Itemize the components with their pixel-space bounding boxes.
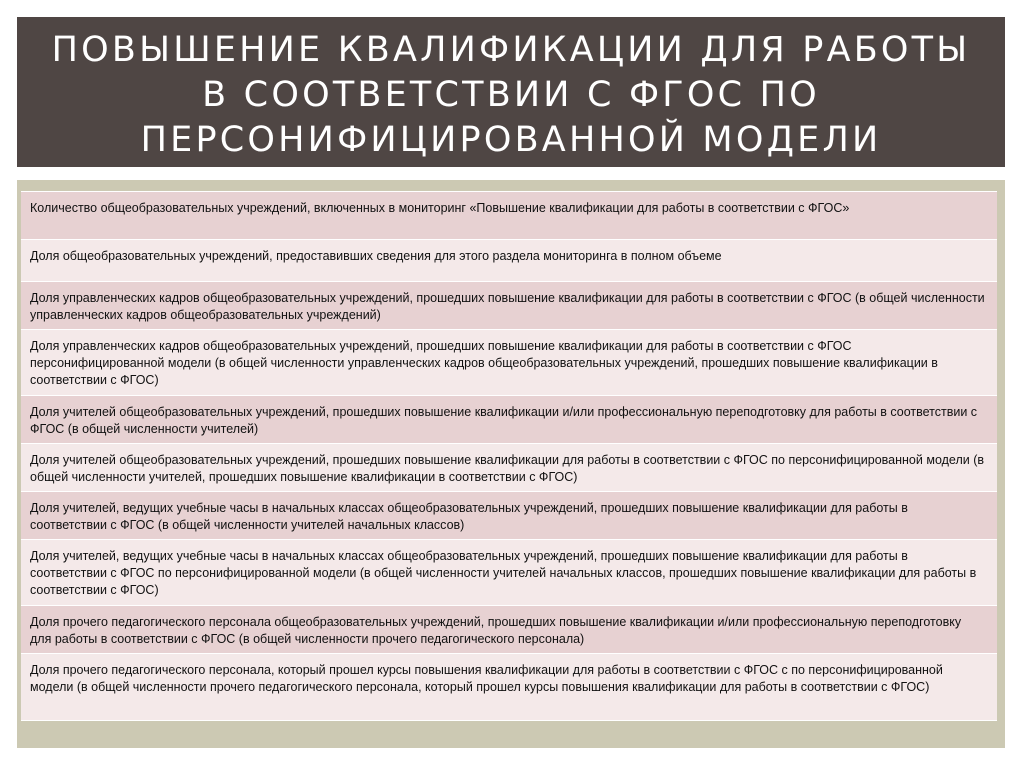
table-row: Доля учителей общеобразовательных учреждений, прошедших повышение квалификации для работы в соответствии с ФГОС по персонифицированной модели (в общей численности учителей, прошедших повышение квалификации в соответствии с ФГОС) bbox=[21, 444, 997, 492]
title-line: ПЕРСОНИФИЦИРОВАННОЙ МОДЕЛИ bbox=[140, 119, 882, 160]
title-line: В СООТВЕТСТВИИ С ФГОС ПО bbox=[202, 74, 820, 115]
table-row: Доля общеобразовательных учреждений, предоставивших сведения для этого раздела мониторинга в полном объеме bbox=[21, 240, 997, 282]
title-line: ПОВЫШЕНИЕ КВАЛИФИКАЦИИ ДЛЯ РАБОТЫ bbox=[51, 29, 971, 70]
table-row: Доля учителей, ведущих учебные часы в начальных классах общеобразовательных учреждений, прошедших повышение квалификации для работы в соответствии с ФГОС (в общей численности учителей начальных классов) bbox=[21, 492, 997, 540]
table-row: Доля прочего педагогического персонала общеобразовательных учреждений, прошедших повышение квалификации и/или профессиональную переподготовку для работы в соответствии с ФГОС (в общей численности прочего педагогического персонала) bbox=[21, 606, 997, 654]
indicators-table bbox=[21, 191, 997, 721]
table-row: Доля прочего педагогического персонала, который прошел курсы повышения квалификации для работы в соответствии с ФГОС с по персонифицированной модели (в общей численности прочего педагогического персонала, который прошел курсы повышения квалификации для работы в соответствии с ФГОС) bbox=[21, 654, 997, 721]
table-row: Доля учителей, ведущих учебные часы в начальных классах общеобразовательных учреждений, прошедших повышение квалификации для работы в соответствии с ФГОС по персонифицированной модели (в общей численности учителей начальных классов, прошедших повышение квалификации для работы в соответствии с ФГОС) bbox=[21, 540, 997, 606]
table-row: Количество общеобразовательных учреждений, включенных в мониторинг «Повышение квалификации для работы в соответствии с ФГОС» bbox=[21, 192, 997, 240]
slide-title bbox=[52, 28, 971, 163]
table-row: Доля управленческих кадров общеобразовательных учреждений, прошедших повышение квалификации для работы в соответствии с ФГОС (в общей численности управленческих кадров общеобразовательных учреждений) bbox=[21, 282, 997, 330]
table-row: Доля управленческих кадров общеобразовательных учреждений, прошедших повышение квалификации для работы в соответствии с ФГОС персонифицированной модели (в общей численности управленческих кадров общеобразовательных учреждений, прошедших повышение квалификации в соответствии с ФГОС) bbox=[21, 330, 997, 396]
table-row: Доля учителей общеобразовательных учреждений, прошедших повышение квалификации и/или профессиональную переподготовку для работы в соответствии с ФГОС (в общей численности учителей) bbox=[21, 396, 997, 444]
slide-title-bar bbox=[17, 17, 1005, 167]
